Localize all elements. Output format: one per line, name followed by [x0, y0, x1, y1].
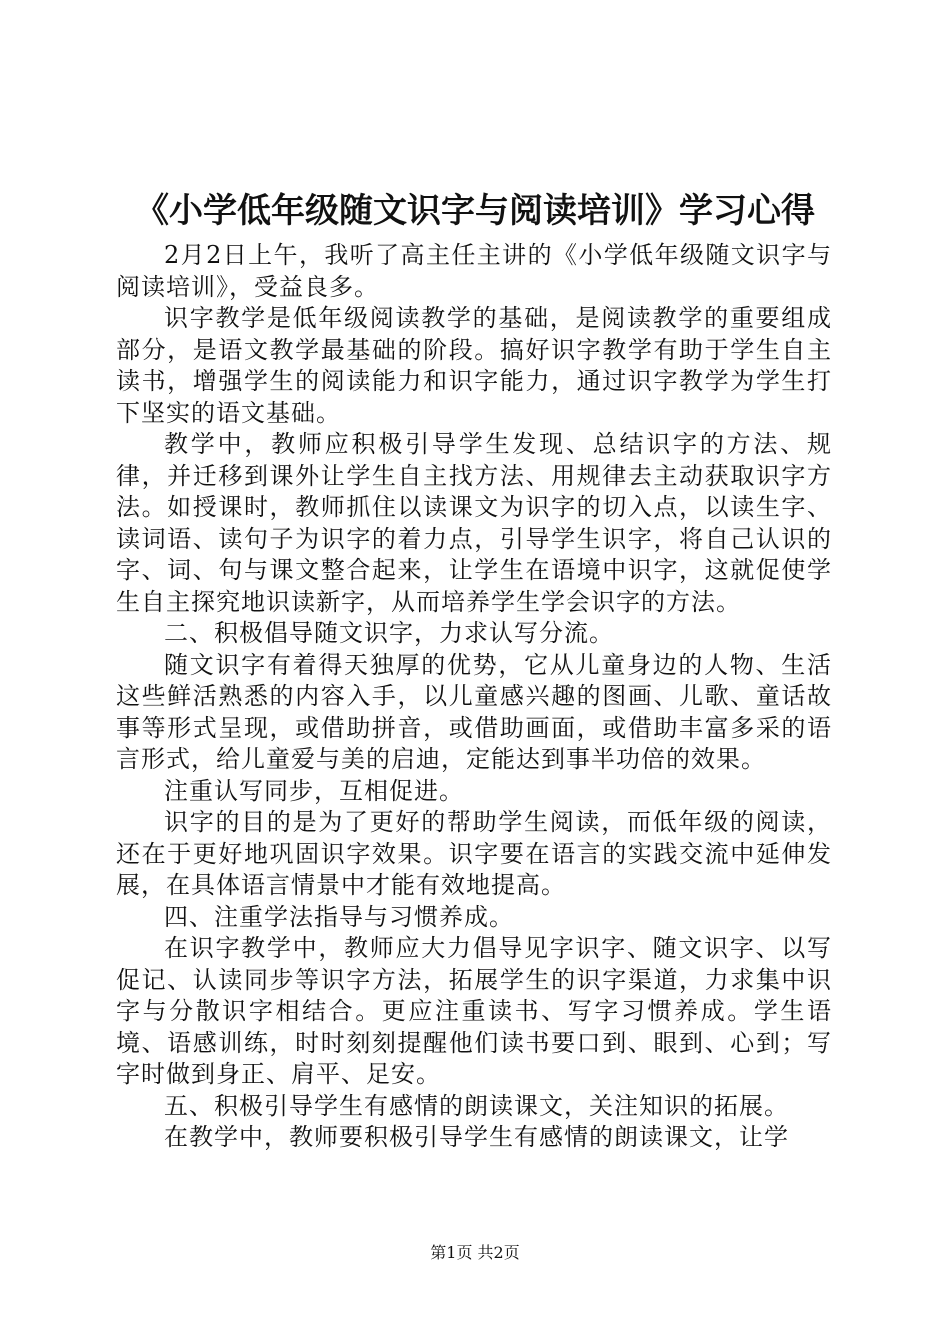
- paragraph: 随文识字有着得天独厚的优势，它从儿童身边的人物、生活这些鲜活熟悉的内容入手，以儿童感兴趣的图画、儿歌、童话故事等形式呈现，或借助拼音，或借助画面，或借助丰富多采的语言形式，给儿童爱与美的启迪，定能达到事半功倍的效果。: [116, 650, 832, 773]
- section-heading: 四、注重学法指导与习惯养成。: [164, 902, 514, 931]
- paragraph: 在识字教学中，教师应大力倡导见字识字、随文识字、以写促记、认读同步等识字方法，拓展学生的识字渠道，力求集中识字与分散识字相结合。更应注重读书、写字习惯养成。学生语境、语感训练，时时刻刻提醒他们读书要口到、眼到、心到；写字时做到身正、肩平、足安。: [116, 934, 832, 1088]
- paragraph: 在教学中，教师要积极引导学生有感情的朗读课文，让学: [164, 1123, 789, 1151]
- section-heading: 二、积极倡导随文识字，力求认写分流。: [164, 619, 614, 647]
- paragraph: 识字教学是低年级阅读教学的基础，是阅读教学的重要组成部分，是语文教学最基础的阶段。搞好识字教学有助于学生自主读书，增强学生的阅读能力和识字能力，通过识字教学为学生打下坚实的语文基础。: [116, 304, 832, 427]
- paragraph: 识字的目的是为了更好的帮助学生阅读，而低年级的阅读，还在于更好地巩固识字效果。识字要在语言的实践交流中延伸发展，在具体语言情景中才能有效地提高。: [116, 808, 832, 899]
- section-heading: 注重认写同步，互相促进。: [164, 776, 464, 805]
- page-number-footer: 第1页 共2页: [430, 1243, 520, 1262]
- document-title: 《小学低年级随文识字与阅读培训》学习心得: [135, 191, 815, 231]
- paragraph: 教学中，教师应积极引导学生发现、总结识字的方法、规律，并迁移到课外让学生自主找方法、用规律去主动获取识字方法。如授课时，教师抓住以读课文为识字的切入点，以读生字、读词语、读句子为识字的着力点，引导学生识字，将自己认识的字、词、句与课文整合起来，让学生在语境中识字，这就促使学生自主探究地识读新字，从而培养学生学会识字的方法。: [116, 430, 832, 616]
- section-heading: 五、积极引导学生有感情的朗读课文，关注知识的拓展。: [164, 1091, 789, 1120]
- paragraph: 2月2日上午，我听了高主任主讲的《小学低年级随文识字与阅读培训》，受益良多。: [116, 241, 832, 301]
- document-body: [116, 240, 832, 1154]
